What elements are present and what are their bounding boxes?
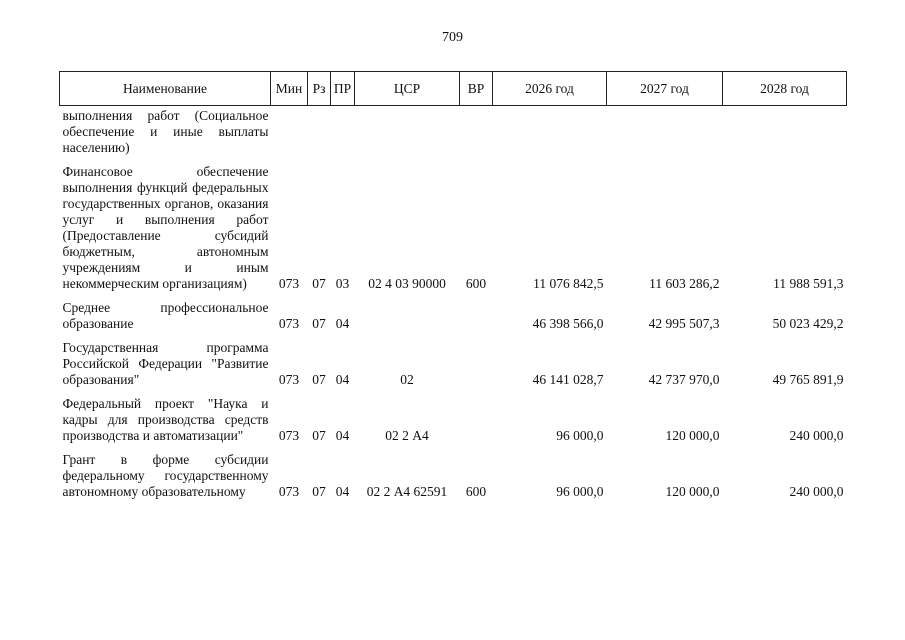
- row-pr: [331, 106, 355, 163]
- col-header-2026: 2026 год: [493, 72, 607, 106]
- row-amount-2027: [607, 106, 723, 163]
- row-rz: 07: [312, 316, 326, 331]
- col-header-2028: 2028 год: [723, 72, 847, 106]
- row-amount-2028: 240 000,0: [789, 484, 844, 499]
- row-csr: 02 4 03 90000: [368, 276, 446, 291]
- row-amount-2027: 42 995 507,3: [648, 316, 720, 331]
- row-name: Среднее профессиональное образование: [62, 300, 269, 331]
- page-number: 709: [442, 30, 463, 45]
- row-vr: [460, 394, 493, 450]
- row-csr: 02 2 А4: [385, 428, 429, 443]
- row-vr: [460, 106, 493, 163]
- row-vr: 600: [465, 276, 487, 291]
- row-csr: 02: [400, 372, 414, 387]
- col-header-pr: ПР: [331, 72, 355, 106]
- row-amount-2026: 96 000,0: [556, 484, 604, 499]
- col-header-min: Мин: [271, 72, 308, 106]
- row-vr: [460, 338, 493, 394]
- table-row: [60, 338, 847, 394]
- row-csr: [355, 298, 460, 338]
- row-vr: 600: [465, 484, 487, 499]
- col-header-name: Наименование: [60, 72, 271, 106]
- row-csr: [355, 106, 460, 163]
- row-rz: 07: [312, 484, 326, 499]
- table-row: [60, 394, 847, 450]
- row-amount-2026: [493, 106, 607, 163]
- row-min: 073: [278, 372, 300, 387]
- row-amount-2026: 11 076 842,5: [533, 276, 604, 291]
- row-amount-2026: 46 141 028,7: [532, 372, 604, 387]
- row-pr: 04: [335, 428, 350, 443]
- row-name: Государственная программа Российской Федерации "Развитие образования": [62, 340, 269, 387]
- col-header-vr: ВР: [460, 72, 493, 106]
- row-rz: 07: [312, 276, 326, 291]
- row-amount-2028: 49 765 891,9: [772, 372, 844, 387]
- row-min: [271, 106, 308, 163]
- row-vr: [460, 298, 493, 338]
- table-row: [60, 298, 847, 338]
- row-rz: 07: [312, 428, 326, 443]
- row-name: Финансовое обеспечение выполнения функций федеральных государственных органов, оказания услуг и выполнения работ (Предоставление субсидий бюджетным, автономным учреждениям и иным некоммерческим организациям): [62, 164, 269, 291]
- row-name: Федеральный проект "Наука и кадры для производства средств производства и автоматизации": [62, 396, 269, 443]
- row-amount-2026: 46 398 566,0: [532, 316, 604, 331]
- row-pr: 04: [335, 372, 350, 387]
- row-name: выполнения работ (Социальное обеспечение и иные выплаты населению): [62, 108, 269, 155]
- col-header-csr: ЦСР: [355, 72, 460, 106]
- col-header-rz: Рз: [308, 72, 331, 106]
- row-amount-2027: 42 737 970,0: [648, 372, 720, 387]
- row-amount-2027: 11 603 286,2: [649, 276, 720, 291]
- row-amount-2028: 240 000,0: [789, 428, 844, 443]
- row-pr: 04: [335, 316, 350, 331]
- table-row: [60, 162, 847, 298]
- row-min: 073: [278, 276, 300, 291]
- row-min: 073: [278, 428, 300, 443]
- table-header-row: [60, 72, 847, 106]
- budget-table: [59, 71, 847, 506]
- row-pr: 04: [335, 484, 350, 499]
- row-amount-2026: 96 000,0: [556, 428, 604, 443]
- row-name: Грант в форме субсидии федеральному государственному автономному образовательному: [62, 452, 269, 499]
- row-amount-2028: 50 023 429,2: [772, 316, 844, 331]
- col-header-2027: 2027 год: [607, 72, 723, 106]
- row-rz: [308, 106, 331, 163]
- row-min: 073: [278, 484, 300, 499]
- table-row: [60, 450, 847, 506]
- row-amount-2028: 11 988 591,3: [773, 276, 844, 291]
- row-csr: 02 2 А4 62591: [366, 484, 448, 499]
- row-rz: 07: [312, 372, 326, 387]
- row-amount-2027: 120 000,0: [665, 428, 720, 443]
- row-pr: 03: [335, 276, 350, 291]
- row-amount-2028: [723, 106, 847, 163]
- row-amount-2027: 120 000,0: [665, 484, 720, 499]
- row-min: 073: [278, 316, 300, 331]
- table-row: [60, 106, 847, 163]
